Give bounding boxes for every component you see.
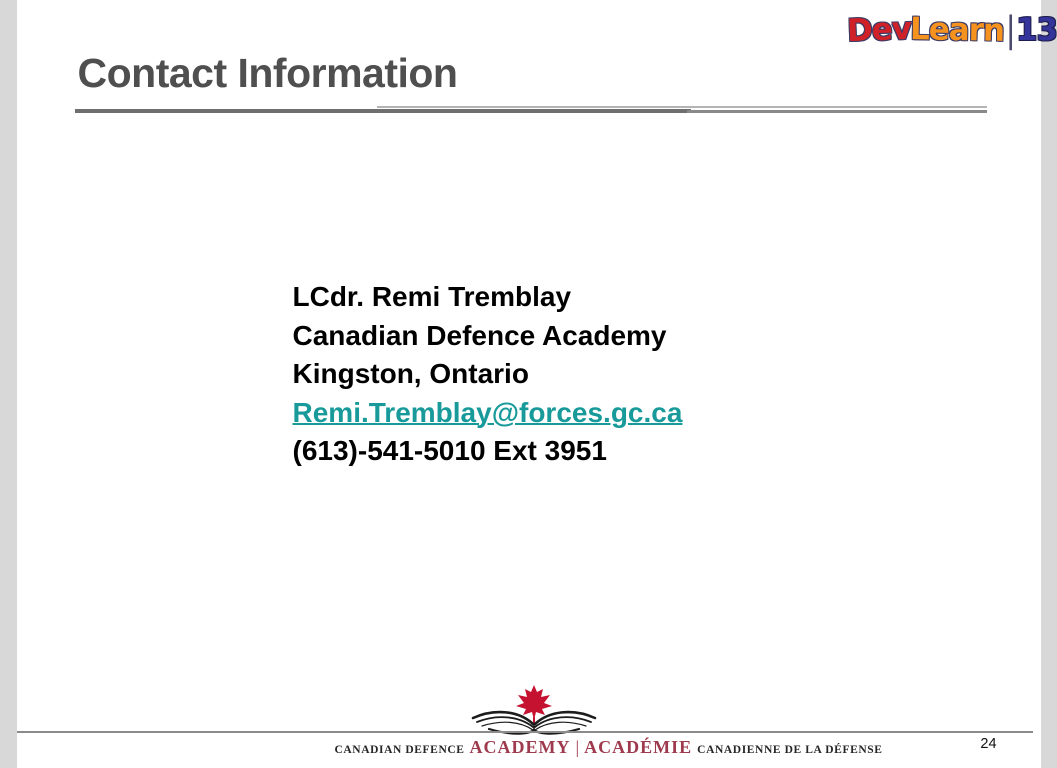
footer-canadian-defence: CANADIAN DEFENCE <box>334 744 465 756</box>
contact-phone: (613)-541-5010 Ext 3951 <box>292 435 607 466</box>
footer-canadienne-defense: CANADIENNE DE LA DÉFENSE <box>697 744 883 756</box>
devlearn-learn-text: Learn <box>910 11 1005 49</box>
contact-organization: Canadian Defence Academy <box>292 319 667 351</box>
devlearn-separator: | <box>1005 9 1015 51</box>
page-title: Contact Information <box>77 50 458 96</box>
contact-email-link[interactable]: Remi.Tremblay@forces.gc.ca <box>292 396 683 428</box>
footer-academy-fr: ACADÉMIE <box>584 737 693 757</box>
footer-wordmark <box>335 737 883 758</box>
contact-location: Kingston, Ontario <box>292 358 529 389</box>
slide-contact-information <box>17 0 1057 768</box>
title-divider-thin <box>377 106 987 108</box>
contact-email-row <box>293 394 683 433</box>
contact-block <box>293 278 683 471</box>
devlearn-logo <box>845 9 1057 51</box>
devlearn-year-text: 13 <box>1015 12 1057 48</box>
devlearn-dev-text: Dev <box>845 10 912 50</box>
footer-separator: | <box>575 737 580 757</box>
contact-name: LCdr. Remi Tremblay <box>292 281 572 312</box>
page-number: 24 <box>980 736 997 752</box>
footer-academy-en: ACADEMY <box>469 737 571 757</box>
maple-leaf-open-book-icon <box>469 684 599 734</box>
title-divider-right <box>687 110 987 113</box>
title-divider-main <box>75 109 691 113</box>
footer-divider <box>17 731 1033 733</box>
